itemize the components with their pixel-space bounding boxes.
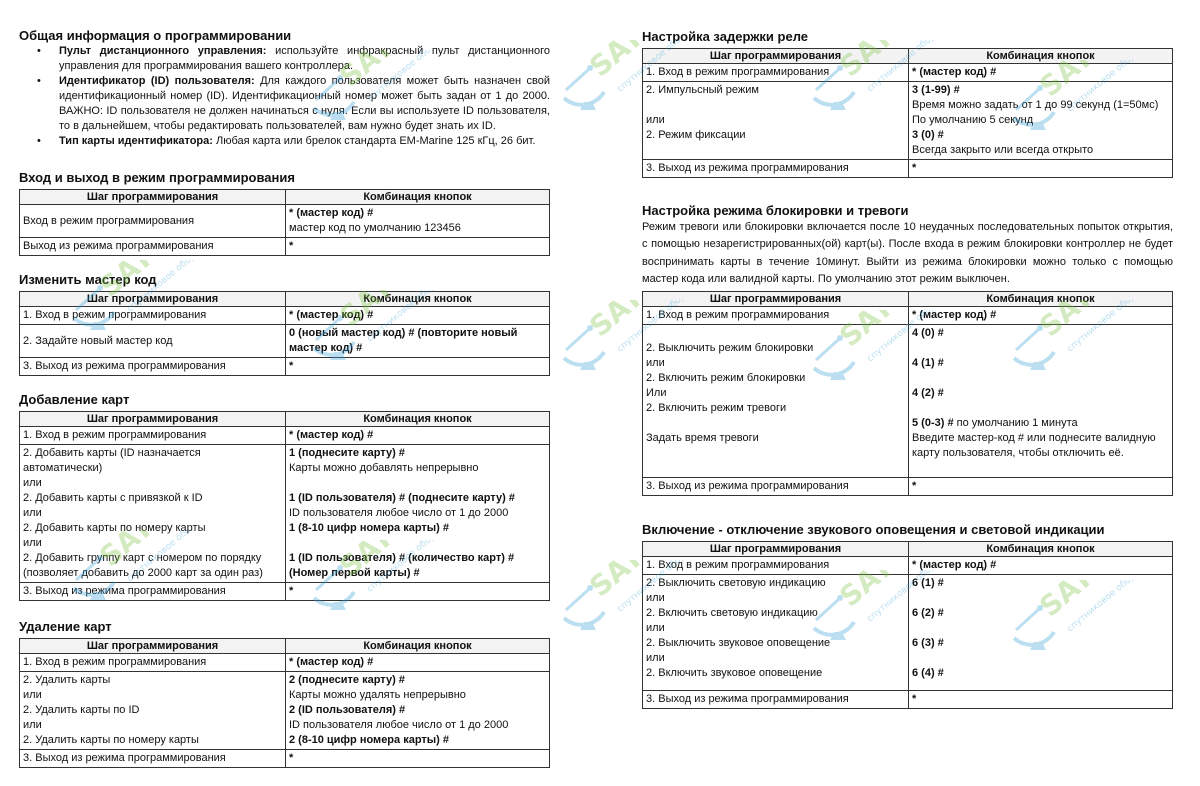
col-header-step: Шаг программирования — [20, 190, 286, 205]
table-row: 1. Вход в режим программирования * (мастер код) # — [20, 307, 550, 325]
table-master-code: Шаг программирования Комбинация кнопок 1. Вход в режим программирования * (мастер код) # 2. Задайте новый мастер код 0 (новый мастер код) # (повторите новый мастер код) # 3. Выход из режима программирования * — [19, 291, 550, 376]
table-row: 1. Вход в режим программирования * (мастер код) # — [643, 557, 1173, 575]
section-title-master: Изменить мастер код — [19, 272, 157, 287]
lockout-description: Режим тревоги или блокировки включается после 10 неудачных последовательных попыток открытия, с помощью незарегистрированных(ой) карт(ы). После входа в режим блокировки контроллер не будет воспринимать карты в течение 10минут. Выйти из режима блокировки можно только с помощью мастер кода или валидной карты. По умолчанию этот режим выключен. — [642, 221, 1173, 285]
table-row: 1. Вход в режим программирования * (мастер код) # — [20, 654, 550, 672]
table-row: 1. Вход в режим программирования * (мастер код) # — [643, 307, 1173, 325]
table-row: 2. Импульсный режим или 2. Режим фиксации 3 (1-99) # Время можно задать от 1 до 99 секунд (1=50мс) По умолчанию 5 секунд 3 (0) # Всегда закрыто или всегда открыто — [643, 82, 1173, 160]
table-row: 1. Вход в режим программирования * (мастер код) # — [20, 427, 550, 445]
table-row: 1. Вход в режим программирования * (мастер код) # — [643, 64, 1173, 82]
table-row: 3. Выход из режима программирования * — [643, 160, 1173, 178]
table-row: 3. Выход из режима программирования * — [20, 358, 550, 376]
section-title-add-cards: Добавление карт — [19, 392, 130, 407]
table-row: 2. Добавить карты (ID назначается автоматически) или 2. Добавить карты с привязкой к ID или 2. Добавить карты по номеру карты или 2. Добавить группу карт с номером по порядку (позволяет добавить до 2000 карт за один раз) 1 (поднесите карту) # Карты можно добавлять непрерывно 1 (ID пользователя) # (поднесите карту) # ID пользователя любое число от 1 до 2000 1 (8-10 цифр номера карты) # 1 (ID пользователя) # (количество карт) # (Номер первой карты) # — [20, 445, 550, 583]
table-row: 2. Задайте новый мастер код 0 (новый мастер код) # (повторите новый мастер код) # — [20, 325, 550, 358]
table-row: 2. Выключить световую индикацию или 2. Включить световую индикацию или 2. Выключить звуковое оповещение или 2. Включить звуковое оповещение 6 (1) # 6 (2) # 6 (3) # 6 (4) # — [643, 575, 1173, 691]
intro-item: • Пульт дистанционного управления: используйте инфракрасный пульт дистанционного управления для программирования вашего контроллера. — [37, 45, 550, 72]
section-title-delete-cards: Удаление карт — [19, 619, 112, 634]
table-indication: Шаг программирования Комбинация кнопок 1. Вход в режим программирования * (мастер код) # 2. Выключить световую индикацию или 2. Включить световую индикацию или 2. Выключить звуковое оповещение или 2. Включить звуковое оповещение 6 (1) # 6 (2) # 6 (3) # 6 (4) # 3. Выход из режима программирования * — [642, 541, 1173, 709]
section-title-login: Вход и выход в режим программирования — [19, 170, 295, 185]
table-row: 2. Удалить карты или 2. Удалить карты по ID или 2. Удалить карты по номеру карты 2 (поднесите карту) # Карты можно удалять непрерывно 2 (ID пользователя) # ID пользователя любое число от 1 до 2000 2 (8-10 цифр номера карты) # — [20, 672, 550, 750]
section-title-lockout: Настройка режима блокировки и тревоги — [642, 203, 909, 218]
table-row: 3. Выход из режима программирования * — [643, 691, 1173, 709]
table-lockout: Шаг программирования Комбинация кнопок 1. Вход в режим программирования * (мастер код) # 2. Выключить режим блокировки или 2. Включить режим блокировки Или 2. Включить режим тревоги Задать время тревоги 4 (0) # 4 (1) # 4 (2) # 5 (0-3) # по умолчанию 1 минута Введите мастер-код # или поднесите валидную карту пользователя, чтобы отключить её. 3. Выход из режима программирования * — [642, 291, 1173, 496]
section-title-indication: Включение - отключение звукового оповещения и световой индикации — [642, 522, 1105, 537]
table-relay-delay: Шаг программирования Комбинация кнопок 1. Вход в режим программирования * (мастер код) # 2. Импульсный режим или 2. Режим фиксации 3 (1-99) # Время можно задать от 1 до 99 секунд (1=50мс) По умолчанию 5 секунд 3 (0) # Всегда закрыто или всегда открыто 3. Выход из режима программирования * — [642, 48, 1173, 178]
col-header-combo: Комбинация кнопок — [286, 190, 550, 205]
table-row: 3. Выход из режима программирования * — [20, 583, 550, 601]
table-row: Выход из режима программирования * — [20, 238, 550, 256]
table-delete-cards: Шаг программирования Комбинация кнопок 1. Вход в режим программирования * (мастер код) # 2. Удалить карты или 2. Удалить карты по ID или 2. Удалить карты по номеру карты 2 (поднесите карту) # Карты можно удалять непрерывно 2 (ID пользователя) # ID пользователя любое число от 1 до 2000 2 (8-10 цифр номера карты) # 3. Выход из режима программирования * — [19, 638, 550, 768]
table-login — [19, 189, 550, 256]
intro-item: • Идентификатор (ID) пользователя: Для каждого пользователя может быть назначен свой идентификационный номер (ID). Идентификационный номер может быть задан от 1 до 2000. ВАЖНО: ID пользователя не должен начинаться с нуля. Если вы используете ID пользователя, то в дальнейшем, чтобы редактировать пользователей, вам нужно будет знать их ID. — [37, 75, 550, 132]
table-row: 2. Выключить режим блокировки или 2. Включить режим блокировки Или 2. Включить режим тревоги Задать время тревоги 4 (0) # 4 (1) # 4 (2) # 5 (0-3) # по умолчанию 1 минута Введите мастер-код # или поднесите валидную карту пользователя, чтобы отключить её. — [643, 325, 1173, 478]
intro-title: Общая информация о программировании — [19, 28, 292, 43]
section-title-relay: Настройка задержки реле — [642, 29, 809, 44]
table-row: 3. Выход из режима программирования * — [20, 750, 550, 768]
table-add-cards: Шаг программирования Комбинация кнопок 1. Вход в режим программирования * (мастер код) # 2. Добавить карты (ID назначается автоматически) или 2. Добавить карты с привязкой к ID или 2. Добавить карты по номеру карты или 2. Добавить группу карт с номером по порядку (позволяет добавить до 2000 карт за один раз) 1 (поднесите карту) # Карты можно добавлять непрерывно 1 (ID пользователя) # (поднесите карту) # ID пользователя любое число от 1 до 2000 1 (8-10 цифр номера карты) # 1 (ID пользователя) # (количество карт) # (Номер первой карты) # 3. Выход из режима программирования * — [19, 411, 550, 601]
table-row: Вход в режим программирования * (мастер код) # мастер код по умолчанию 123456 — [20, 205, 550, 238]
table-row: 3. Выход из режима программирования * — [643, 478, 1173, 496]
intro-list — [19, 44, 550, 149]
intro-item: • Тип карты идентификатора: Любая карта или брелок стандарта EM-Marine 125 кГц, 26 бит. — [37, 135, 536, 147]
